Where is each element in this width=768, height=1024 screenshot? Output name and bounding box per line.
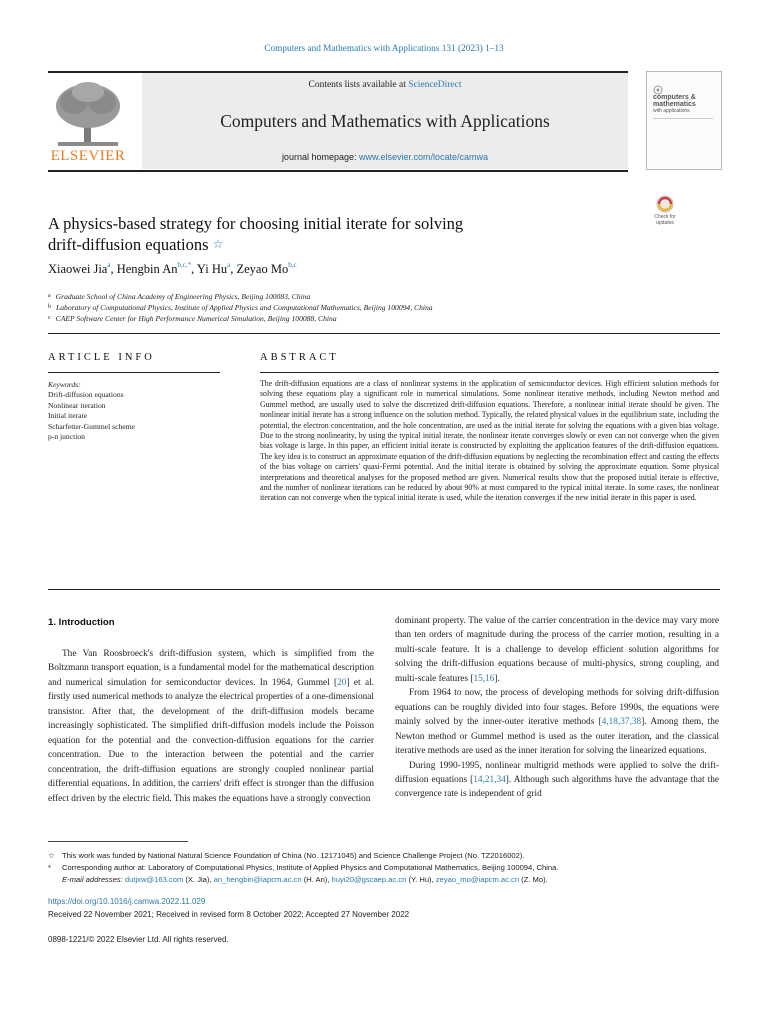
paper-title-line: drift-diffusion equations (48, 235, 209, 254)
email-link[interactable]: zeyao_mo@iapcm.ac.cn (435, 875, 520, 884)
email-link[interactable]: huyi20@gscaep.ac.cn (331, 875, 407, 884)
abstract-text: The drift-diffusion equations are a class of nonlinear systems in the application of semiconductor devices. High efficient solution methods for solving these equations play a significant role in numerical simulations. Some nonlinear iterative methods, including Newton method and Gummel method, are usually used to solve the discretized drift-diffusion equations. Therefore, a nonlinear initial iterate should be given. The nonlinear initial iterate has a strong influence on the solution method. Typically, the related physical values in the equilibrium state, including the potential, the electron concentration, and the hole concentration, are used as the initial iterate for solving the equations with a given bias voltage. Due to the strong nonlinearity, by using the typical initial iterate, the nonlinear iterate converges slowly or even can not converge when the given bias voltage is large. In this paper, an efficient initial iterate is constructed by exploiting the application features of the drift-diffusion equations. The key idea is to construct an approximate equation of the drift-diffusion equations by neglecting the recombination effect and casting the effects of the bias voltage on carriers' quasi-Fermi potential. And the initial iterate is obtained by solving the approximate equation. Some physical interpretations and theoretical analyses for the proposed method are given. Numerical results show that the proposed initial iterate is effective, and the number of nonlinear iterations can be reduced by about 90% at most compared to the typical initial iterate. In some cases, the nonlinear iteration can not converge when the typical initial iterate is used, while the iteration converges if the new initial iterate in this paper is used. (260, 379, 719, 503)
author-name[interactable]: Yi Hu (196, 262, 228, 276)
journal-title: Computers and Mathematics with Applications (220, 111, 550, 131)
keyword-item: p-n junction (48, 432, 85, 442)
intro-right-column (395, 614, 719, 802)
intro-heading: 1. Introduction (48, 617, 115, 628)
cover-title-line: computers & (653, 94, 696, 101)
article-info-rule (48, 372, 220, 373)
cover-emblem-icon (653, 82, 663, 92)
keyword-item: Drift-diffusion equations (48, 390, 124, 400)
check-for-updates-badge[interactable] (646, 194, 684, 230)
intro-paragraph: During 1990-1995, nonlinear multigrid methods were applied to solve the drift-diffusion equations [14,21,34]. Although such algorithms have the advantage that the convergence rate is independent of grid (395, 760, 719, 800)
affiliation-item: $^c$ CAEP Software Center for High Performance Numerical Simulation, Beijing 100088, China (48, 314, 337, 323)
keyword-item: Scharfetter-Gummel scheme (48, 421, 135, 431)
intro-paragraph: dominant property. The value of the carrier concentration in the device may vary more than ten orders of magnitude during the process of the carrier motion, resulting in a multi-scale feature. It is a challenge to develop efficient solution algorithms for solving the drift-diffusion equations because of multi-physics, strong coupling, and multi-scale features [15,16]. (395, 616, 719, 684)
article-info-heading: ARTICLE INFO (48, 352, 155, 363)
email-link[interactable]: an_hengbin@iapcm.ac.cn (213, 875, 302, 884)
copyright-line: 0898-1221/© 2022 Elsevier Ltd. All rights reserved. (48, 935, 229, 944)
journal-citation-link[interactable]: Computers and Mathematics with Applications 131 (2023) 1–13 (264, 44, 504, 54)
homepage-prefix: journal homepage: (281, 152, 359, 162)
check-updates-label: updates (656, 220, 674, 226)
citation-link[interactable]: 20 (337, 677, 347, 688)
funding-footnote: ☆ This work was funded by National Natural Science Foundation of China (No. 12171045) and Science Challenge Project (No. TZ2016002). (48, 851, 525, 860)
journal-homepage-link[interactable]: www.elsevier.com/locate/camwa (359, 152, 489, 162)
paper-title-line: A physics-based strategy for choosing initial iterate for solving (48, 214, 464, 233)
keywords-block (48, 380, 135, 442)
section-divider (48, 333, 720, 334)
elsevier-logo (48, 78, 128, 166)
affiliation-item: $^a$ Graduate School of China Academy of Engineering Physics, Beijing 100083, China (48, 292, 311, 301)
paper-title (48, 213, 608, 255)
footnotes (48, 850, 558, 886)
title-footnote-star-link[interactable]: ☆ (212, 237, 224, 251)
elsevier-wordmark: ELSEVIER (50, 148, 126, 164)
citation-link[interactable]: 4,18,37,38 (601, 717, 642, 728)
author-name[interactable]: Hengbin An (116, 262, 178, 276)
intro-paragraph: From 1964 to now, the process of developing methods for solving drift-diffusion equations can be roughly divided into four stages. Before 1990s, the equations were mainly solved by the inner-outer iterative methods [4,18,37,38]. Among them, the Newton method or Gummel method is used as the outer iteration, and the classical iterative methods are used as the inner iteration for solving the linearized equations. (395, 688, 720, 757)
abstract-heading: ABSTRACT (260, 352, 339, 363)
citation-link[interactable]: 14,21,34 (473, 774, 506, 785)
abstract-rule (260, 372, 719, 373)
check-updates-label: Check for (654, 214, 676, 220)
intro-left-column (48, 647, 374, 806)
keyword-item: Nonlinear iteration (48, 400, 106, 410)
cover-title-line: with applications (653, 108, 690, 114)
author-list: Xiaowei Jia$^a$, Hengbin $An^{b,c,*}$, Yi Hu$^a$, Zeyao Mo$^{b,c}$ (48, 261, 297, 276)
journal-cover-thumbnail[interactable] (646, 71, 722, 170)
contents-available-line (142, 80, 628, 90)
section-divider (48, 589, 720, 590)
author-name[interactable]: Xiaowei Jia (48, 262, 108, 276)
cover-title (653, 94, 717, 115)
author-affiliation-mark[interactable]: a (107, 261, 111, 269)
affiliation-item: $^b$ Laboratory of Computational Physics, Institute of Applied Physics and Computational Mathematics, Beijing 100094, China (48, 303, 433, 312)
received-dates: Received 22 November 2021; Received in revised form 8 October 2022; Accepted 27 November 2022 (48, 910, 410, 919)
author-affiliation-mark[interactable]: b,c (288, 261, 297, 269)
footnote-rule (48, 841, 188, 842)
header-bottom-rule (48, 170, 628, 172)
cover-title-line: mathematics (653, 101, 696, 108)
author-affiliation-mark[interactable]: a (227, 261, 231, 269)
affiliation-list (48, 291, 433, 324)
cover-divider (653, 118, 713, 119)
citation-link[interactable]: 15,16 (473, 673, 495, 684)
author-affiliation-mark[interactable]: b,c,* (177, 261, 192, 269)
keyword-item: Initial iterate (48, 411, 88, 421)
author-name[interactable]: Zeyao Mo (236, 262, 289, 276)
sciencedirect-link[interactable]: ScienceDirect (408, 80, 462, 90)
keywords-label: Keywords: (48, 380, 81, 389)
email-link[interactable]: dutjxw@163.com (124, 875, 184, 884)
intro-paragraph: The Van Roosbroeck's drift-diffusion system, which is simplified from the Boltzmann transport equation, is a fundamental model for the mathematical description and numerical simulation for semiconductor devices. In 1964, Gummel [20] et al. firstly used numerical methods to analyze the electrical properties of a one-dimensional transistor. After that, the development of the drift-diffusion models became increasingly sophisticated. The simplified drift-diffusion models include the Poisson equation for the potential and the convection-diffusion equations for the carrier concentration. Due to the interaction between the potential and the carrier concentration, the drift-diffusion equations are strongly coupled nonlinear partial differential equations. In addition, the carriers' drift effect is stronger than the diffusion effect driven by the electric field. This makes the equations have a strongly convection (48, 649, 374, 804)
journal-homepage-line (142, 152, 628, 162)
email-footnote: E-mail addresses: dutjxw@163.com (X. Jia), an_hengbin@iapcm.ac.cn (H. An), huyi20@gscaep.ac.cn (Y. Hu), zeyao_mo@iapcm.ac.cn (Z. Mo). (62, 875, 548, 884)
email-label: E-mail addresses: (62, 875, 123, 884)
header-top-rule (48, 71, 628, 73)
doi-link[interactable]: https://doi.org/10.1016/j.camwa.2022.11.029 (48, 897, 206, 906)
corresponding-author-footnote: * Corresponding author at: Laboratory of Computational Physics, Institute of Applied Physics and Computational Mathematics, Beijing 100094, China. (48, 863, 559, 872)
contents-prefix: Contents lists available at (308, 80, 409, 90)
